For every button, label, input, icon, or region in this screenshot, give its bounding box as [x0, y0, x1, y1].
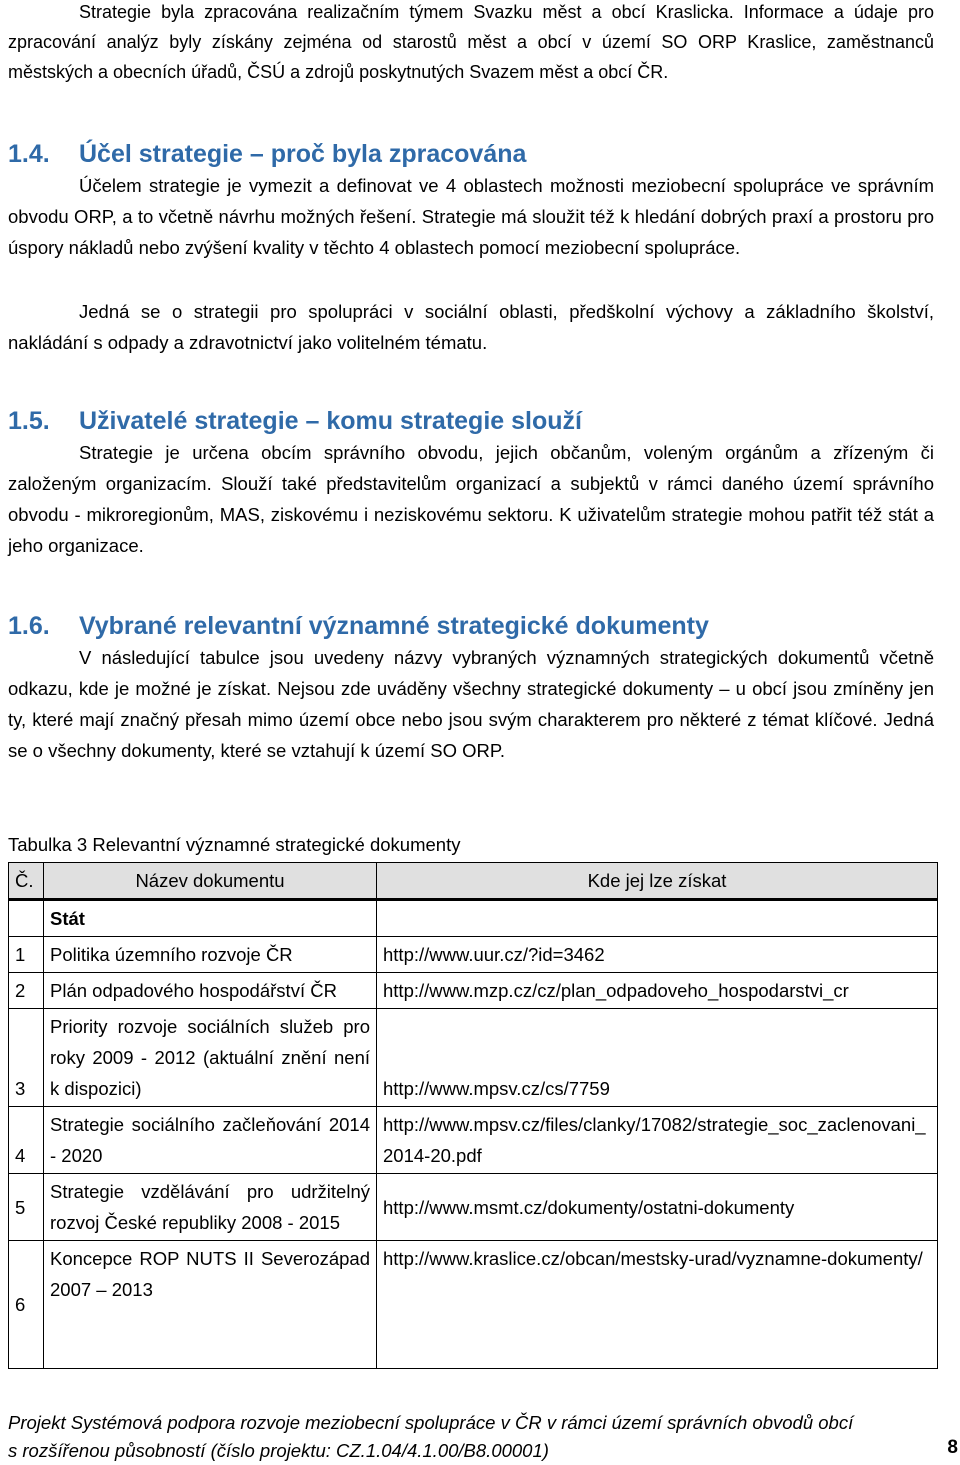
table-row: [9, 1174, 938, 1241]
table-section-row: [9, 900, 938, 937]
document-link[interactable]: http://www.msmt.cz/dokumenty/ostatni-dokumenty: [377, 1174, 938, 1241]
document-link[interactable]: http://www.mpsv.cz/files/clanky/17082/strategie_soc_zaclenovani_2014-20.pdf: [377, 1107, 938, 1174]
heading-1-4: [8, 138, 526, 170]
document-name: Strategie vzdělávání pro udržitelný rozvoj České republiky 2008 - 2015: [44, 1174, 377, 1241]
section-1-5-paragraph: Strategie je určena obcím správního obvodu, jejich občanům, voleným orgánům a zřízeným či založeným organizacím. Slouží také představitelům organizací a subjektů v rámci daného území správního obvodu - mikroregionům, MAS, ziskovému i neziskovému sektoru. K uživatelům strategie mohou patřit též stát a jeho organizace.: [8, 442, 934, 556]
row-number: 1: [9, 937, 44, 973]
document-link[interactable]: http://www.kraslice.cz/obcan/mestsky-urad/vyznamne-dokumenty/: [377, 1241, 938, 1369]
section-1-6-paragraph: V následující tabulce jsou uvedeny názvy vybraných významných strategických dokumentů včetně odkazu, kde je možné je získat. Nejsou zde uváděny všechny strategické dokumenty – u obcí jsou zmíněny jen ty, které mají značný přesah mimo území obce nebo jsou svým charakterem pro některé z témat klíčové. Jedná se o všechny dokumenty, které se vztahují k území SO ORP.: [8, 647, 934, 761]
row-number: 4: [9, 1107, 44, 1174]
document-name: Plán odpadového hospodářství ČR: [44, 973, 377, 1009]
document-link[interactable]: http://www.uur.cz/?id=3462: [377, 937, 938, 973]
section-label: Stát: [44, 900, 377, 937]
row-number: 5: [9, 1174, 44, 1241]
section-1-4-paragraph-1: Účelem strategie je vymezit a definovat ve 4 oblastech možnosti meziobecní spolupráce ve správním obvodu ORP, a to včetně návrhu možných řešení. Strategie má sloužit též k hledání dobrých praxí a prostoru pro úspory nákladů nebo zvýšení kvality v těchto 4 oblastech pomocí meziobecní spolupráce.: [8, 175, 934, 258]
heading-number: 1.4.: [8, 140, 50, 168]
document-name: Politika územního rozvoje ČR: [44, 937, 377, 973]
heading-title: Účel strategie – proč byla zpracována: [79, 140, 527, 168]
heading-title: Vybrané relevantní významné strategické dokumenty: [79, 612, 709, 640]
row-number: 6: [9, 1241, 44, 1369]
document-name: Strategie sociálního začleňování 2014 - 2020: [44, 1107, 377, 1174]
footer-line-1: Projekt Systémová podpora rozvoje meziobecní spolupráce v ČR v rámci území správních obvodů obcí: [8, 1412, 854, 1433]
table-row: [9, 937, 938, 973]
heading-title: Uživatelé strategie – komu strategie slouží: [79, 407, 582, 435]
section-1-4-paragraph-2: Jedná se o strategii pro spolupráci v sociální oblasti, předškolní výchovy a základního školství, nakládání s odpady a zdravotnictví jako volitelném tématu.: [8, 301, 934, 353]
row-number: 2: [9, 973, 44, 1009]
heading-number: 1.6.: [8, 612, 50, 640]
footer-line-2: s rozšířenou působností (číslo projektu: CZ.1.04/4.1.00/B8.00001): [8, 1440, 549, 1461]
header-name: Název dokumentu: [44, 863, 377, 900]
table-row: [9, 1107, 938, 1174]
document-name: Priority rozvoje sociálních služeb pro roky 2009 - 2012 (aktuální znění není k dispozici): [44, 1009, 377, 1107]
table-row: [9, 1241, 938, 1369]
intro-paragraph: Strategie byla zpracována realizačním týmem Svazku měst a obcí Kraslicka. Informace a údaje pro zpracování analýz byly získány zejména od starostů měst a obcí v území SO ORP Kraslice, zaměstnanců městských a obecních úřadů, ČSÚ a zdrojů poskytnutých Svazem měst a obcí ČR.: [8, 2, 934, 82]
heading-number: 1.5.: [8, 407, 50, 435]
document-link[interactable]: http://www.mzp.cz/cz/plan_odpadoveho_hospodarstvi_cr: [377, 973, 938, 1009]
heading-1-6: [8, 610, 709, 642]
document-link[interactable]: http://www.mpsv.cz/cs/7759: [377, 1009, 938, 1107]
table-header-row: [9, 863, 938, 900]
table-row: [9, 973, 938, 1009]
header-source: Kde jej lze získat: [377, 863, 938, 900]
document-name: Koncepce ROP NUTS II Severozápad 2007 – 2013: [44, 1241, 377, 1369]
header-number: Č.: [9, 863, 44, 900]
table-row: [9, 1009, 938, 1107]
page-number: 8: [947, 1437, 958, 1458]
heading-1-5: [8, 405, 582, 437]
row-number: 3: [9, 1009, 44, 1107]
table-caption: Tabulka 3 Relevantní významné strategické dokumenty: [8, 834, 461, 855]
documents-table: [8, 862, 938, 1369]
